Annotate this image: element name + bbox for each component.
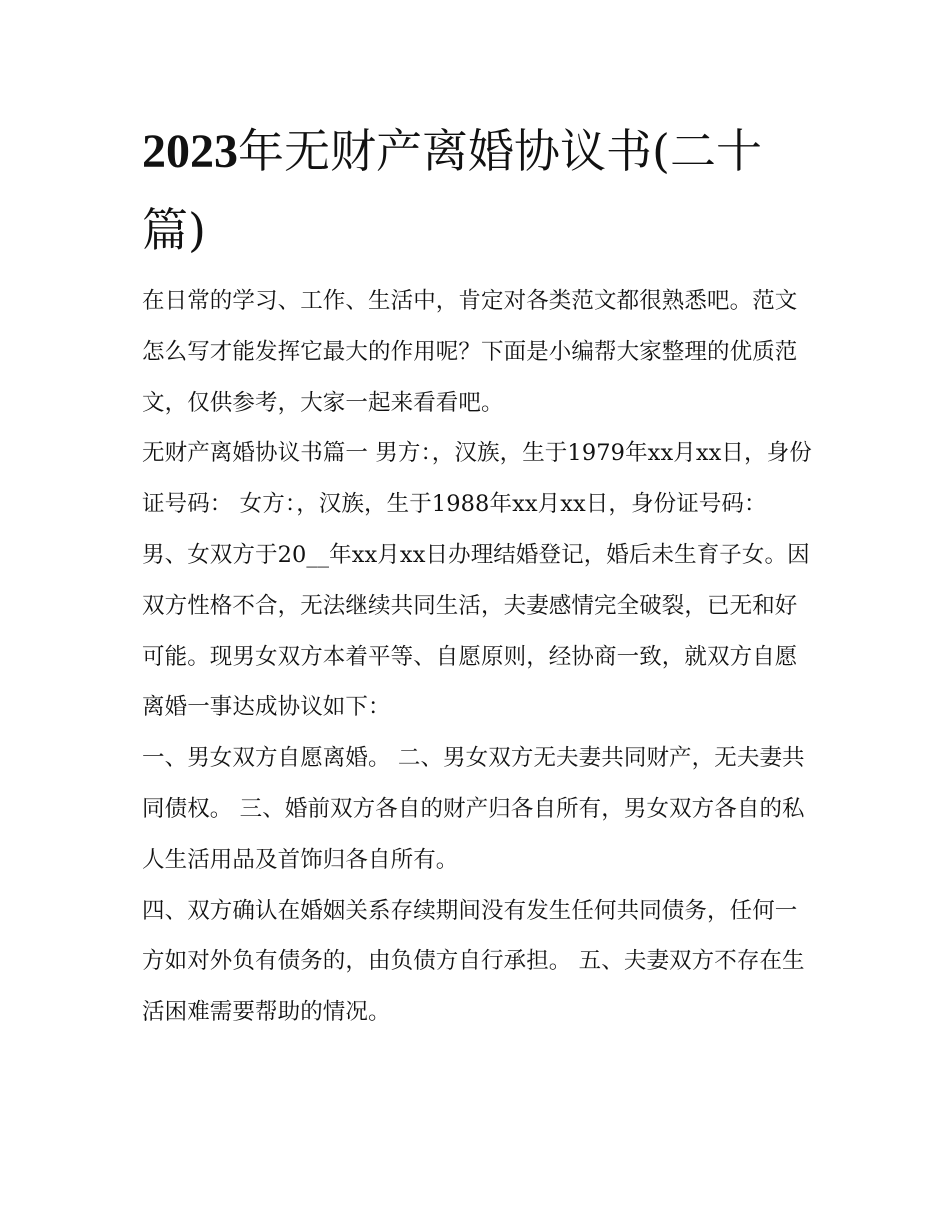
document-title [142,112,802,269]
title-year: 2023 [142,125,238,178]
title-text: 年无财产离婚协议书(二十篇) [142,124,762,257]
paragraph-background: 男、女双方于20__年xx月xx日办理结婚登记，婚后未生育子女。因双方性格不合，无法继续共同生活，夫妻感情完全破裂，已无和好可能。现男女双方本着平等、自愿原则，经协商一致，就双方自愿离婚一事达成协议如下： [142,541,810,721]
paragraph-terms-1-3: 一、男女双方自愿离婚。 二、男女双方无夫妻共同财产，无夫妻共同债权。 三、婚前双方各自的财产归各自所有，男女双方各自的私人生活用品及首饰归各自所有。 [142,745,805,873]
paragraph-intro: 在日常的学习、工作、生活中，肯定对各类范文都很熟悉吧。范文怎么写才能发挥它最大的作用呢？下面是小编帮大家整理的优质范文，仅供参考，大家一起来看看吧。 [142,288,798,416]
paragraph-parties: 无财产离婚协议书篇一 男方：，汉族，生于1979年xx月xx日，身份证号码： 女方：，汉族，生于1988年xx月xx日，身份证号码： [142,440,812,518]
paragraph-terms-4-5: 四、双方确认在婚姻关系存续期间没有发生任何共同债务，任何一方如对外负有债务的，由负债方自行承担。 五、夫妻双方不存在生活困难需要帮助的情况。 [142,897,805,1026]
document-body [142,276,817,1038]
